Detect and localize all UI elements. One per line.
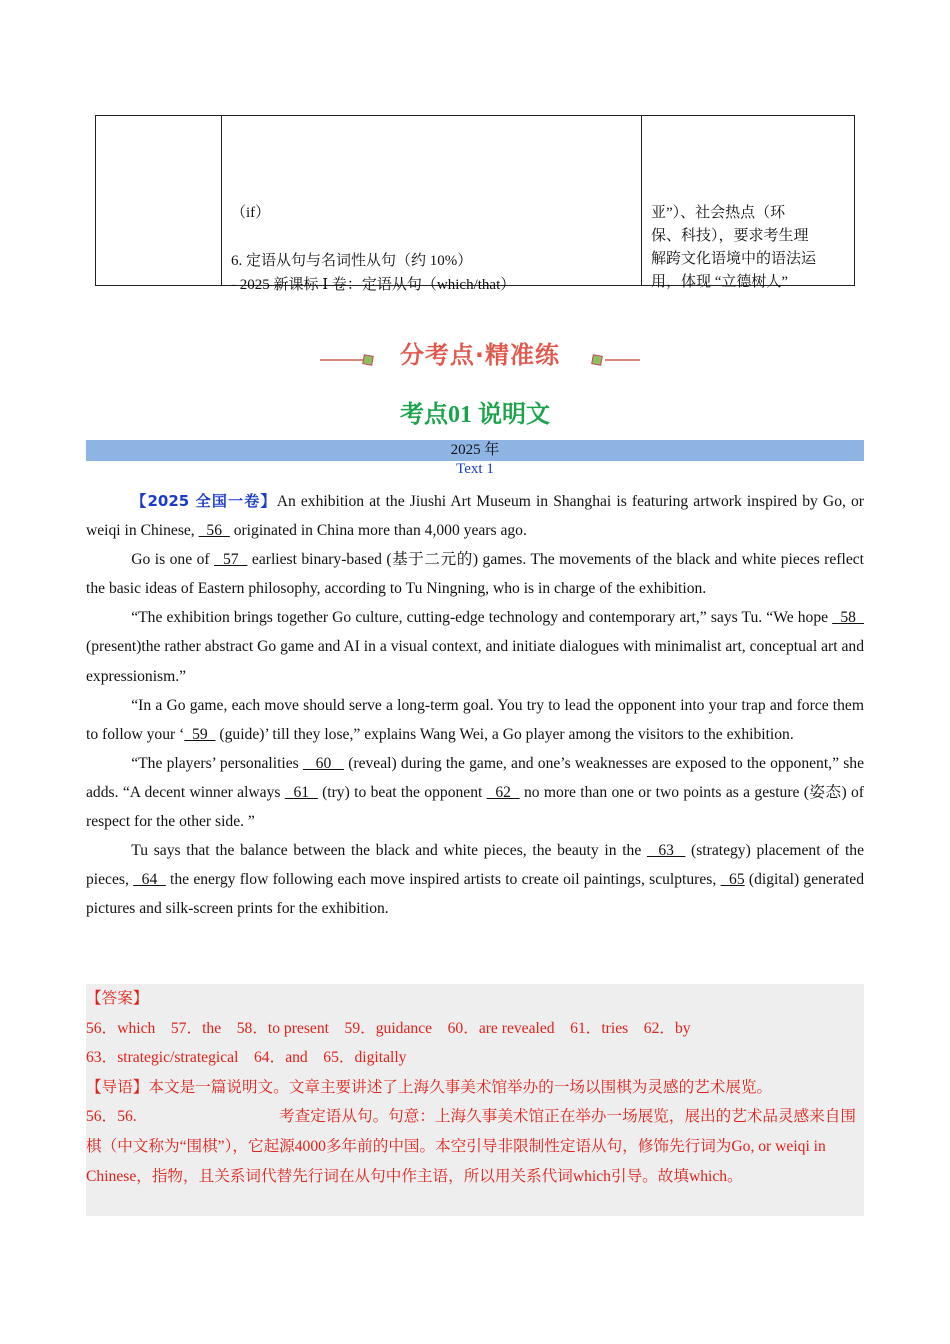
table-divider — [641, 116, 642, 285]
passage-text: originated in China more than 4,000 years ago. — [229, 522, 527, 540]
blank-65: 65 — [720, 871, 745, 889]
answer-box — [86, 984, 864, 1216]
paragraph — [86, 836, 864, 923]
table-cell-line: 用，体现 “立德树人” — [651, 274, 789, 290]
paragraph — [86, 487, 864, 545]
blank-62: 62 — [486, 783, 520, 801]
blank-56: 56 — [198, 522, 230, 540]
passage-text: no more than one or two points as a gesture (姿态) of respect for the other side. ” — [86, 783, 865, 831]
passage-text: (strategy) placement of the pieces, — [86, 842, 864, 889]
table-cell-line: 保、科技），要求考生理 — [651, 228, 809, 244]
passage-text: Go is one of — [131, 551, 215, 569]
passage-text: (reveal) during the game, and one’s weaknesses are exposed to the opponent,” she adds. “A decent winner always — [86, 754, 865, 801]
year-bar: 2025 年 — [86, 440, 864, 461]
blank-63: 63 — [646, 842, 686, 860]
paragraph — [86, 545, 864, 603]
passage-text: “The players’ personalities — [131, 754, 303, 772]
passage-text: Tu says that the balance between the black and white pieces, the beauty in the — [131, 842, 647, 860]
top-table — [95, 115, 855, 293]
paragraph — [86, 749, 864, 836]
table-cell-line: 解跨文化语境中的语法运 — [651, 251, 817, 267]
answer-row: 63．strategic/strategical 64．and 65．digitally — [86, 1049, 407, 1067]
banner-line-right — [605, 359, 640, 361]
table-cell-line: （if） — [231, 205, 271, 221]
table-divider — [221, 116, 222, 285]
passage-text: “In a Go game, each move should serve a long-term goal. You try to lead the opponent into your trap and force them to follow your ‘ — [86, 696, 864, 743]
passage — [86, 487, 864, 923]
section-banner — [320, 335, 640, 375]
explanation-text: 考查定语从句。句意：上海久事美术馆正在举办一场展览，展出的艺术品灵感来自围棋（中文称为“围棋”），它起源4000多年前的中国。本空引导非限制性定语从句，修饰先行词为Go, or weiqi in Chinese，指物，且关系词代替先行词在从句中作主语，所以用关系代词which引导。故填which。 — [86, 1108, 856, 1185]
blank-59: 59 — [184, 725, 216, 743]
paragraph — [86, 691, 864, 749]
section-title: 考点01 说明文 — [400, 402, 550, 428]
banner-line-left — [320, 359, 365, 361]
answer-row: 56．which 57．the 58．to present 59．guidance 60．are revealed 61．tries 62．by — [86, 1019, 691, 1037]
table-cell-line: 6. 定语从句与名词性从句（约 10%） — [231, 253, 473, 269]
paragraph — [86, 603, 864, 690]
blank-60: 60 — [302, 754, 344, 772]
passage-text: earliest binary-based (基于二元的) games. The movements of the black and white pieces reflect the basic ideas of Eastern philosophy, according to Tu Ningning, who is in charge of the exhibition. — [86, 551, 864, 598]
passage-text: (digital) generated pictures and silk-screen prints for the exhibition. — [86, 871, 865, 918]
banner-square-icon — [591, 354, 603, 366]
passage-text: (try) to beat the opponent — [317, 783, 487, 801]
answer-header: 【答案】 — [86, 990, 149, 1007]
banner-square-icon — [362, 354, 374, 366]
passage-text: the energy flow following each move inspired artists to create oil paintings, sculptures, — [165, 871, 721, 889]
blank-64: 64 — [133, 871, 166, 889]
table-cell-line: - 2025 新课标 Ⅰ 卷：定语从句（which/that） — [231, 277, 516, 293]
table-cell-line: 亚”）、社会热点（环 — [651, 205, 786, 221]
question-number: 56．56. — [86, 1108, 137, 1126]
text-label: Text 1 — [456, 461, 494, 477]
blank-61: 61 — [284, 783, 318, 801]
source-tag: 【2025 全国一卷】 — [131, 492, 277, 510]
answer-explanation — [86, 1102, 864, 1191]
answer-guide: 【导语】本文是一篇说明文。文章主要讲述了上海久事美术馆举办的一场以围棋为灵感的艺术展览。 — [86, 1078, 773, 1096]
passage-text: “The exhibition brings together Go culture, cutting-edge technology and contemporary art,” says Tu. “We hope — [131, 609, 833, 627]
banner-title: 分考点·精准练 — [399, 341, 561, 369]
blank-58: 58 — [832, 609, 864, 627]
passage-text: (guide)’ till they lose,” explains Wang Wei, a Go player among the visitors to the exhibition. — [215, 725, 794, 743]
blank-57: 57 — [214, 551, 248, 569]
passage-text: (present)the rather abstract Go game and AI in a visual context, and initiate dialogues with minimalist art, conceptual art and expressionism.” — [86, 638, 864, 685]
passage-text: An exhibition at the Jiushi Art Museum in Shanghai is featuring artwork inspired by Go, or weiqi in Chinese, — [86, 493, 864, 540]
